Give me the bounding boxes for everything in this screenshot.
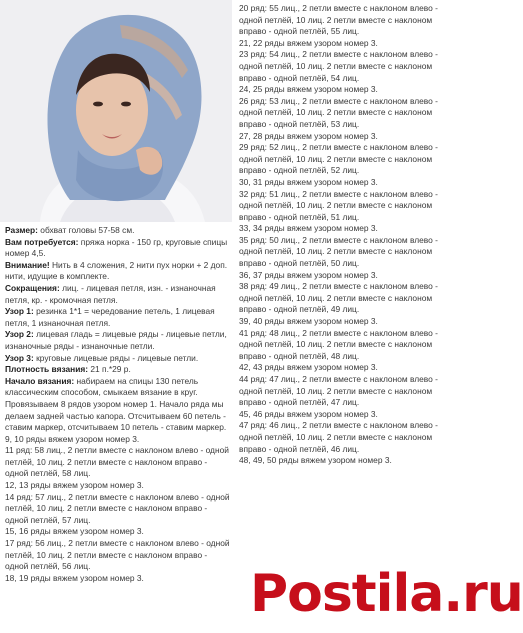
postila-logo[interactable]	[236, 548, 523, 630]
instruction-paragraph	[5, 260, 232, 283]
row-instruction: 20 ряд: 55 лиц., 2 петли вместе с наклоном влево - одной петлёй, 10 лиц. 2 петли вместе с наклоном вправо - одной петлёй, 55 лиц.	[239, 3, 438, 37]
row-instruction: 42, 43 ряды вяжем узором номер 3.	[239, 362, 378, 373]
instruction-paragraph	[5, 445, 232, 480]
row-instruction: 21, 22 ряды вяжем узором номер 3.	[239, 37, 378, 48]
row-instruction: 30, 31 ряды вяжем узором номер 3.	[239, 176, 378, 187]
instruction-paragraph	[5, 538, 232, 573]
instruction-text: 17 ряд: 56 лиц., 2 петли вместе с наклоном влево - одной петлёй, 10 лиц. 2 петли вместе с наклоном вправо - одной петлёй, 56 лиц.	[5, 538, 230, 572]
instruction-paragraph	[5, 353, 232, 365]
logo-text: Postila.ru	[250, 564, 523, 624]
row-instruction: 44 ряд: 47 лиц., 2 петли вместе с наклоном влево - одной петлёй, 10 лиц. 2 петли вместе с наклоном вправо - одной петлёй, 47 лиц.	[239, 374, 438, 408]
instruction-paragraph	[5, 237, 232, 260]
instruction-text: Нить в 4 сложения, 2 нити пух норки + 2 доп. нити, идущие в комплекте.	[5, 259, 228, 282]
row-instruction: 38 ряд: 49 лиц., 2 петли вместе с наклоном влево - одной петлёй, 10 лиц. 2 петли вместе с наклоном вправо - одной петлёй, 49 лиц.	[239, 281, 438, 315]
instruction-label: Внимание!	[5, 259, 50, 270]
row-instruction: 45, 46 ряды вяжем узором номер 3.	[239, 408, 378, 419]
instruction-paragraph	[5, 283, 232, 306]
row-instruction: 23 ряд: 54 лиц., 2 петли вместе с наклоном влево - одной петлёй, 10 лиц. 2 петли вместе с наклоном вправо - одной петлёй, 54 лиц.	[239, 49, 438, 83]
instruction-paragraph	[5, 376, 232, 434]
row-instruction: 48, 49, 50 ряды вяжем узором номер 3.	[239, 455, 392, 466]
instruction-text: пряжа норка - 150 гр, круговые спицы номер 4,5.	[5, 236, 228, 259]
row-instruction: 41 ряд: 48 лиц., 2 петли вместе с наклоном влево - одной петлёй, 10 лиц. 2 петли вместе с наклоном вправо - одной петлёй, 48 лиц.	[239, 327, 438, 361]
row-instruction: 47 ряд: 46 лиц., 2 петли вместе с наклоном влево - одной петлёй, 10 лиц. 2 петли вместе с наклоном вправо - одной петлёй, 46 лиц.	[239, 420, 438, 454]
instruction-label: Узор 3:	[5, 352, 34, 363]
instruction-text: резинка 1*1 = чередование петель, 1 лицевая петля, 1 изнаночная петля.	[5, 306, 215, 328]
instruction-text: обхват головы 57-58 см.	[37, 225, 135, 235]
row-instruction: 32 ряд: 51 лиц., 2 петли вместе с наклоном влево - одной петлёй, 10 лиц. 2 петли вместе с наклоном вправо - одной петлёй, 51 лиц.	[239, 188, 438, 222]
row-instruction: 29 ряд: 52 лиц., 2 петли вместе с наклоном влево - одной петлёй, 10 лиц. 2 петли вместе с наклоном вправо - одной петлёй, 52 лиц.	[239, 142, 438, 176]
instruction-paragraph	[5, 306, 232, 329]
instruction-text: 11 ряд: 58 лиц., 2 петли вместе с наклоном влево - одной петлёй, 10 лиц. 2 петли вместе с наклоном вправо - одной петлёй, 58 лиц.	[5, 445, 229, 479]
instruction-text: круговые лицевые ряды - лицевые петли.	[33, 352, 199, 363]
instruction-paragraph	[5, 492, 232, 527]
instruction-text: 21 п.*29 р.	[88, 364, 131, 375]
instruction-text: 12, 13 ряды вяжем узором номер 3.	[5, 480, 144, 491]
instruction-text: лиц. - лицевая петля, изн. - изнаночная петля, кр. - кромочная петля.	[5, 282, 216, 305]
instruction-label: Размер:	[5, 225, 38, 235]
instruction-paragraph	[5, 225, 232, 237]
instruction-paragraph	[5, 573, 232, 585]
row-instruction: 26 ряд: 53 лиц., 2 петли вместе с наклоном влево - одной петлёй, 10 лиц. 2 петли вместе с наклоном вправо - одной петлёй, 53 лиц.	[239, 95, 438, 129]
instruction-paragraph	[5, 329, 232, 352]
left-column-text	[5, 225, 232, 584]
row-instruction: 24, 25 ряды вяжем узором номер 3.	[239, 84, 378, 95]
row-instruction: 33, 34 ряды вяжем узором номер 3.	[239, 223, 378, 234]
instruction-label: Вам потребуется:	[5, 236, 79, 247]
instruction-label: Сокращения:	[5, 282, 60, 293]
instruction-label: Узор 2:	[5, 329, 34, 340]
instruction-text: 15, 16 ряды вяжем узором номер 3.	[5, 526, 144, 537]
row-instruction: 27, 28 ряды вяжем узором номер 3.	[239, 130, 378, 141]
instruction-paragraph	[5, 364, 232, 376]
instruction-label: Плотность вязания:	[5, 364, 89, 375]
instruction-text: лицевая гладь = лицевые ряды - лицевые петли, изнаночные ряды - изнаночные петли.	[5, 329, 227, 351]
instruction-text: 14 ряд: 57 лиц., 2 петли вместе с наклоном влево - одной петлёй, 10 лиц. 2 петли вместе с наклоном вправо - одной петлёй, 57 лиц.	[5, 491, 230, 525]
photo-woman-in-knitted-hood	[0, 0, 232, 222]
row-instruction: 35 ряд: 50 лиц., 2 петли вместе с наклоном влево - одной петлёй, 10 лиц. 2 петли вместе с наклоном вправо - одной петлёй, 50 лиц.	[239, 234, 438, 269]
instruction-text: набираем на спицы 130 петель классическим способом, смыкаем вязание в круг. Провязываем 8 рядов узором номер 1. Начало ряда мы делаем задней частью капора. Отсчитываем 60 петель - ставим маркер, отсчитываем 10 петель - ставим маркер.	[5, 375, 227, 433]
row-instruction: 36, 37 ряды вяжем узором номер 3.	[239, 269, 378, 280]
instruction-paragraph	[5, 526, 232, 538]
instruction-paragraph	[5, 480, 232, 492]
instruction-paragraph	[5, 434, 232, 446]
right-column-text	[239, 3, 459, 467]
row-instruction: 39, 40 ряды вяжем узором номер 3.	[239, 316, 378, 327]
instruction-text: 18, 19 ряды вяжем узором номер 3.	[5, 572, 144, 583]
instruction-label: Начало вязания:	[5, 375, 75, 386]
instruction-label: Узор 1:	[5, 306, 34, 317]
instruction-text: 9, 10 ряды вяжем узором номер 3.	[5, 433, 140, 444]
